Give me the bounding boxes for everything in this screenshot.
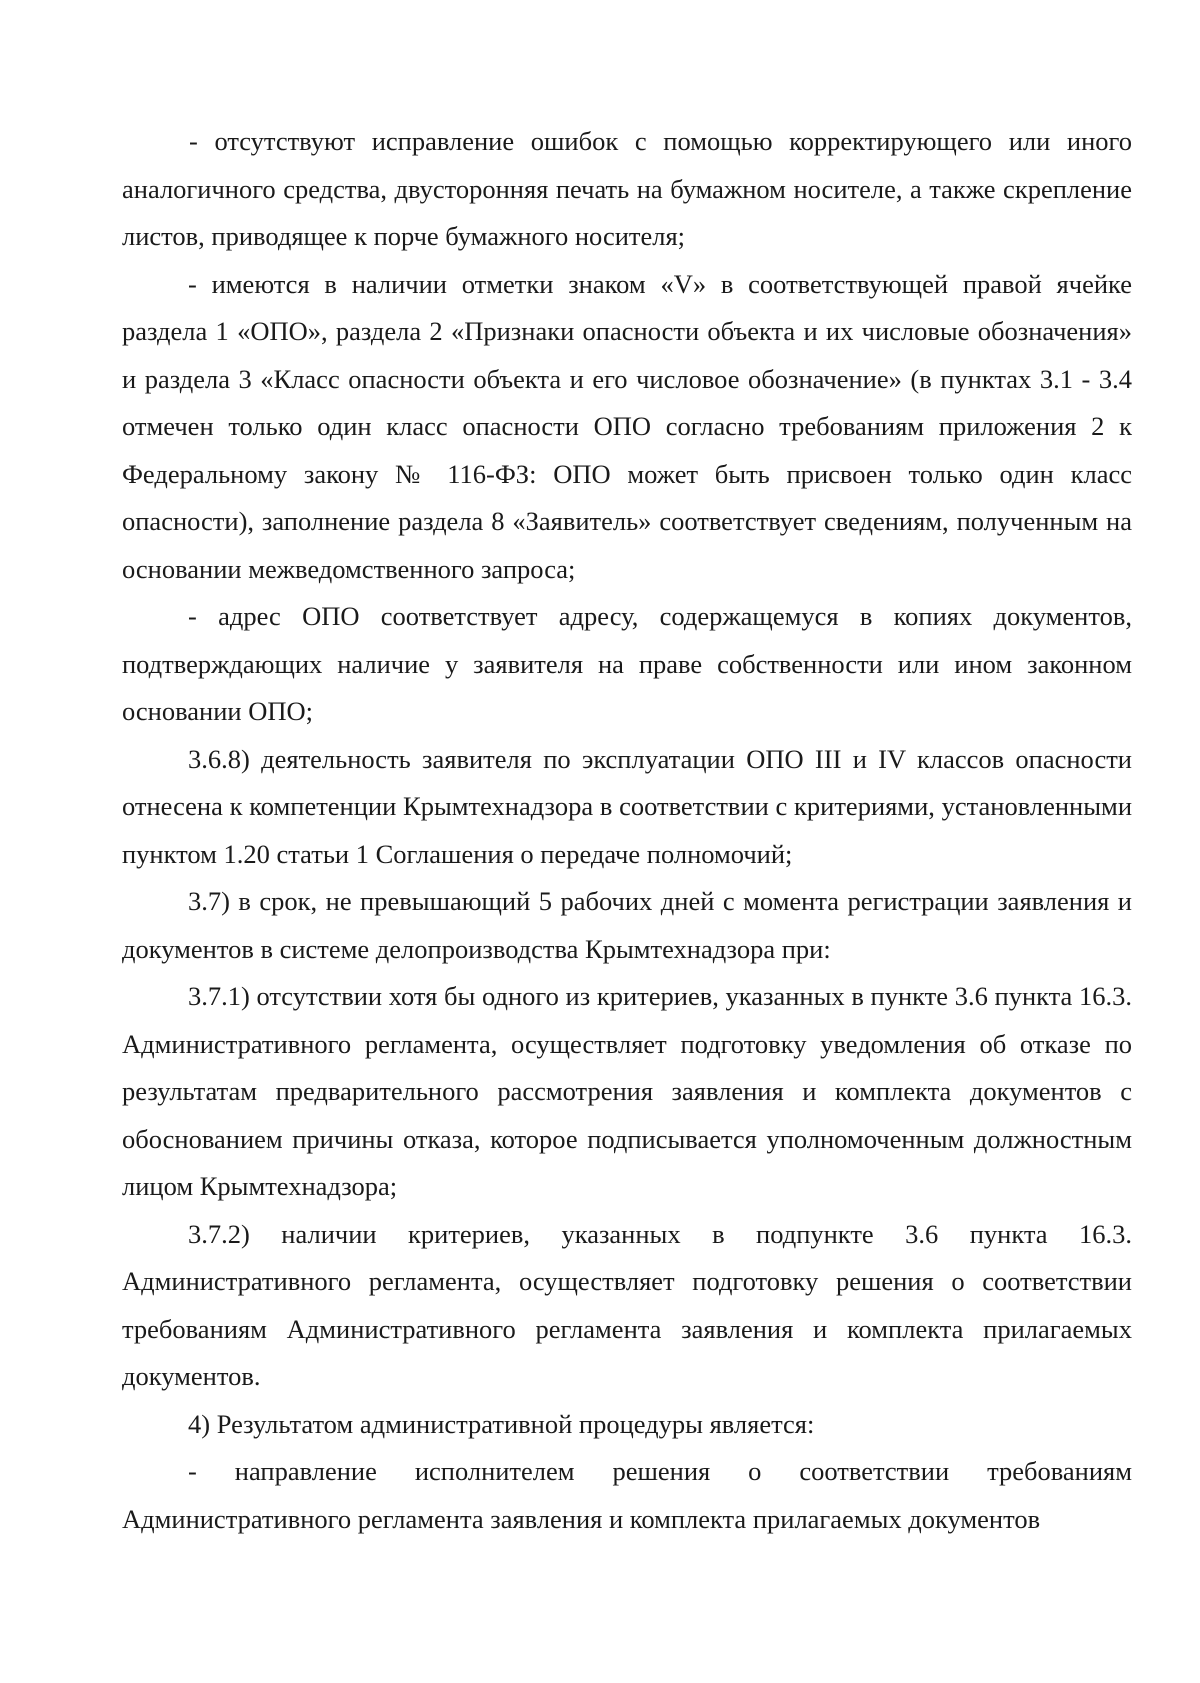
paragraph-no-corrections: - отсутствуют исправление ошибок с помощью корректирующего или иного аналогичного средства, двусторонняя печать на бумажном носителе, а также скрепление листов, приводящее к порче бумажного носителя; (122, 126, 1132, 251)
paragraph-result-direction: - направление исполнителем решения о соответствии требованиям Административного регламента заявления и комплекта прилагаемых документов (122, 1456, 1132, 1534)
paragraph-opo-address: - адрес ОПО соответствует адресу, содержащемуся в копиях документов, подтверждающих наличие у заявителя на праве собственности или ином законном основании ОПО; (122, 601, 1132, 726)
paragraph-3-7: 3.7) в срок, не превышающий 5 рабочих дней с момента регистрации заявления и документов в системе делопроизводства Крымтехнадзора при: (122, 886, 1132, 964)
paragraph-4-result: 4) Результатом административной процедуры является: (188, 1408, 815, 1439)
document-body (122, 118, 1132, 1543)
paragraph-3-6-8: 3.6.8) деятельность заявителя по эксплуатации ОПО III и IV классов опасности отнесена к компетенции Крымтехнадзора в соответствии с критериями, установленными пунктом 1.20 статьи 1 Соглашения о передаче полномочий; (122, 743, 1132, 869)
paragraph-3-7-2: 3.7.2) наличии критериев, указанных в подпункте 3.6 пункта 16.3. Административного регламента, осуществляет подготовку решения о соответствии требованиям Административного регламента заявления и комплекта прилагаемых документов. (122, 1218, 1132, 1391)
paragraph-3-7-1: 3.7.1) отсутствии хотя бы одного из критериев, указанных в пункте 3.6 пункта 16.3. Административного регламента, осуществляет подготовку уведомления об отказе по результатам предварительного рассмотрения заявления и комплекта документов с обоснованием причины отказа, которое подписывается уполномоченным должностным лицом Крымтехнадзора; (122, 981, 1132, 1201)
paragraph-v-marks: - имеются в наличии отметки знаком «V» в соответствующей правой ячейке раздела 1 «ОПО», раздела 2 «Признаки опасности объекта и их числовые обозначения» и раздела 3 «Класс опасности объекта и его числовое обозначение» (в пунктах 3.1 - 3.4 отмечен только один класс опасности ОПО согласно требованиям приложения 2 к Федеральному закону № 116-ФЗ: ОПО может быть присвоен только один класс опасности), заполнение раздела 8 «Заявитель» соответствует сведениям, полученным на основании межведомственного запроса; (122, 268, 1132, 584)
